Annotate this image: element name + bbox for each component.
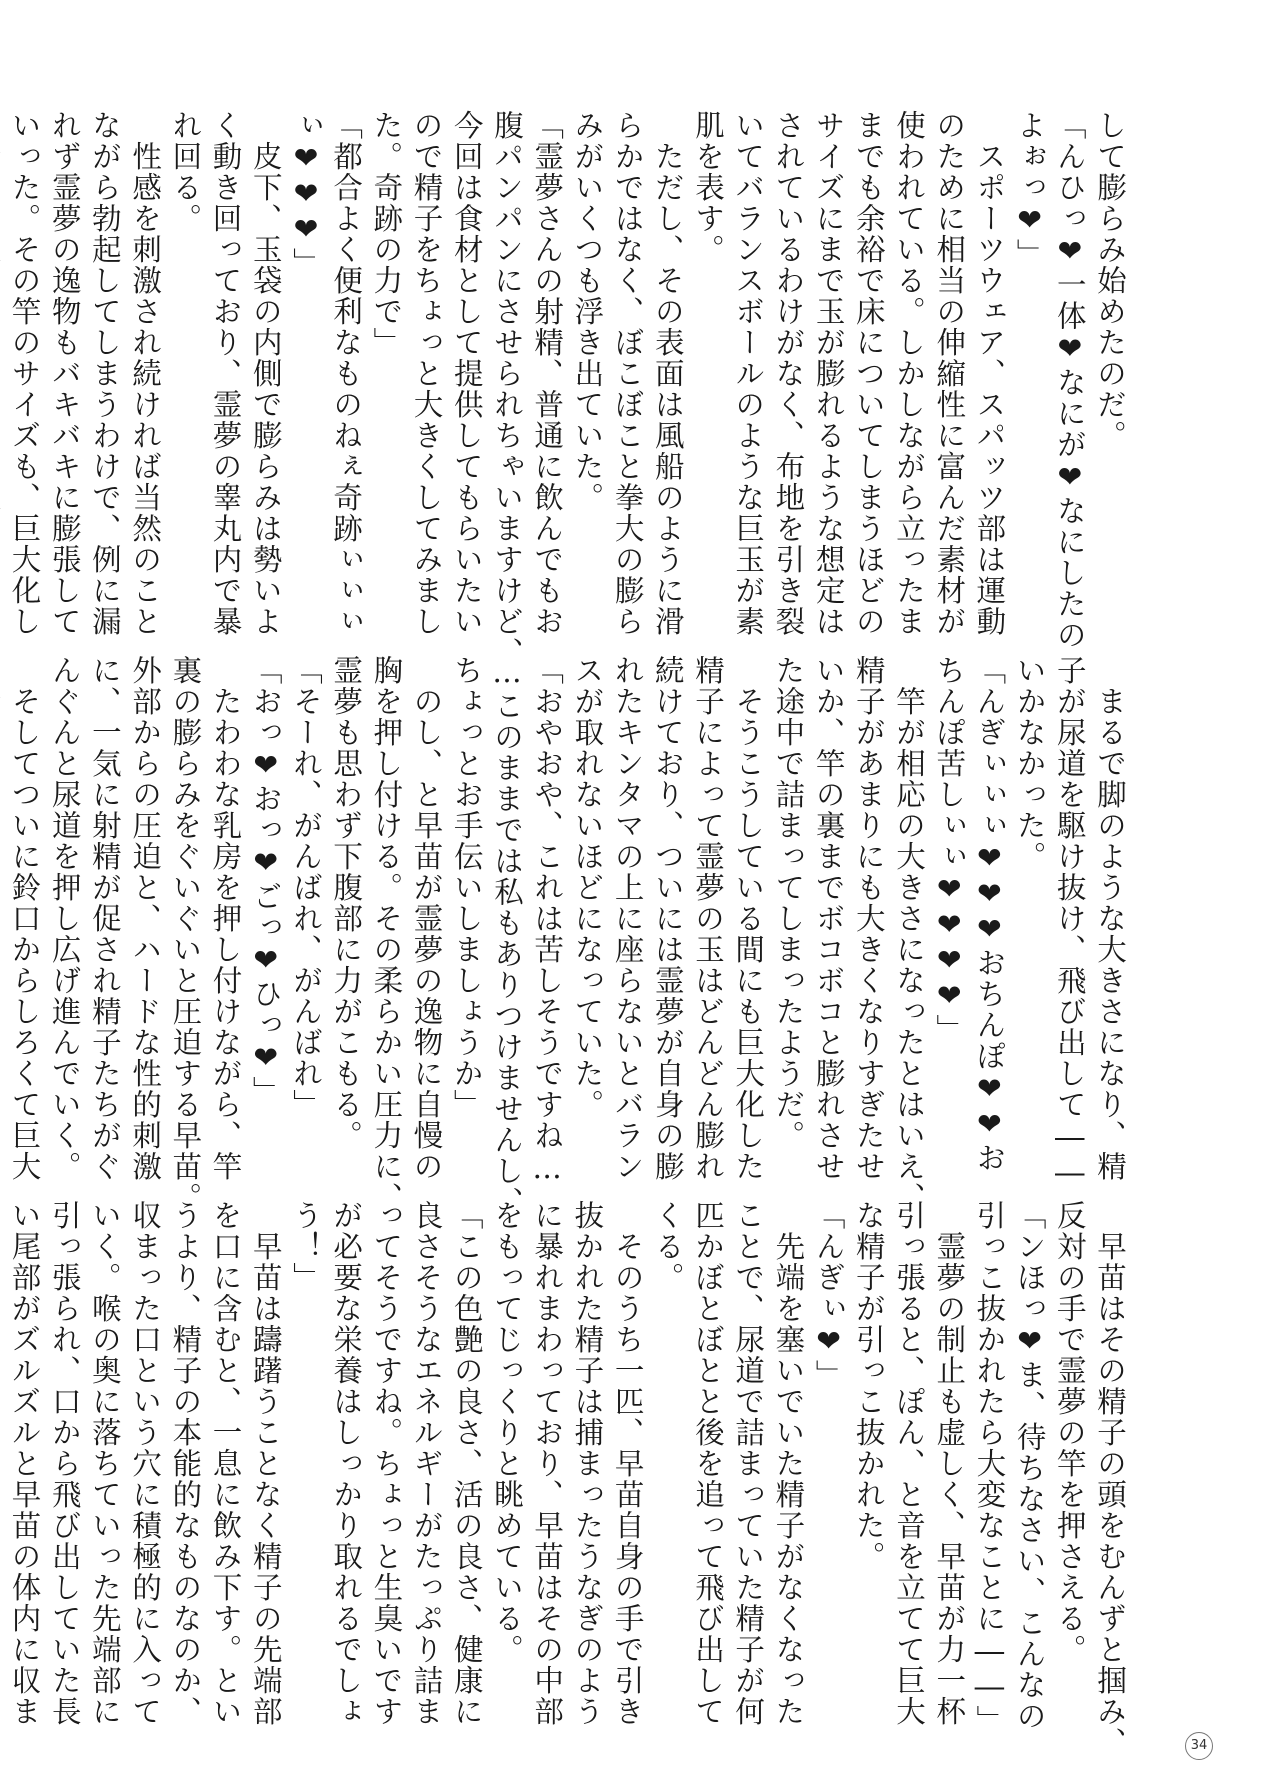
paragraph: 霊夢の制止も虚しく、早苗が力一杯 引っ張ると、ぽん、と音を立てて巨大 な精子が引っこ抜かれた。 <box>851 1200 967 1727</box>
paragraph: たわわな乳房を押し付けながら、竿 裏の膨らみをぐいぐいと圧迫する早苗。 外部からの圧迫と、ハードな性的刺激 に、一気に射精が促され精子たちがぐ んぐんと尿道を押し広げ進んでいく。 <box>47 655 243 1213</box>
page-number: 34 <box>1185 1732 1213 1760</box>
paragraph: 早苗はその精子の頭をむんずと掴み、 反対の手で霊夢の竿を押さえる。 <box>1052 1200 1127 1758</box>
paragraph: 先端を塞いでいた精子がなくなった ことで、尿道で詰まっていた精子が何 匹かぼとぼとと後を追って飛び出して くる。 <box>650 1200 806 1727</box>
paragraph: 早苗は躊躇うことなく精子の先端部 を口に含むと、一息に飲み下す。とい うより、精子の本能的なものなのか、 収まった口という穴に積極的に入って いく。喉の奥に落ちていった先端部に 引っ張られ、口から飛び出していた長 い尾部がズルズルと早苗の体内に収ま <box>7 1200 283 1727</box>
paragraph: して膨らみ始めたのだ。 <box>1093 110 1127 451</box>
text-block-middle <box>7 655 1130 1218</box>
paragraph: そのうち一匹、早苗自身の手で引き 抜かれた精子は捕まったうなぎのよう に暴れまわっており、早苗はその中部 をもってじっくりと眺めている。 <box>489 1200 645 1727</box>
paragraph: 「この色艶の良さ、活の良さ、健康に 良さそうなエネルギーがたっぷり詰ま ってそうですね。ちょっと生臭いです が必要な栄養はしっかり取れるでしょ う！」 <box>288 1200 484 1727</box>
paragraph: 「おっ❤おっ❤ごっ❤ひっ❤」 <box>248 655 283 1107</box>
paragraph: まるで脚のような大きさになり、精 子が尿道を駆け抜け、飛び出して―― いかなかった。 <box>1012 655 1127 1191</box>
paragraph: のし、と早苗が霊夢の逸物に自慢の 胸を押し付ける。その柔らかい圧力に、 霊夢も思わず下腹部に力がこもる。 <box>329 655 444 1213</box>
paragraph: 「んぎぃぃぃ❤❤❤おちんぽ❤❤お ちんぽ苦しぃぃ❤❤❤❤」 <box>932 655 1007 1174</box>
paragraph: スポーツウェア、スパッツ部は運動 のために相当の伸縮性に富んだ素材が 使われている。しかしながら立ったま までも余裕で床についてしまうほどの サイズにまで玉が膨れるような想定は されているわけがなく、布地を引き裂 いてバランスボールのような巨玉が素 肌を表す。 <box>690 110 1007 637</box>
paragraph: 竿が相応の大きさになったとはいえ、 精子があまりにも大きくなりすぎたせ いか、竿の裏までボコボコと膨れさせ た途中で詰まってしまったようだ。 <box>771 655 926 1213</box>
paragraph: 「霊夢さんの射精、普通に飲んでもお 腹パンパンにさせられちゃいますけど、 今回は食材として提供してもらいたい ので精子をちょっと大きくしてみまし た。奇跡の力で」 <box>369 110 565 668</box>
paragraph: そうこうしている間にも巨大化した 精子によって霊夢の玉はどんどん膨れ 続けており、ついには霊夢が自身の膨 れたキンタマの上に座らないとバラン スが取れないほどになっていた。 <box>570 655 766 1182</box>
paragraph: 「んひっ❤一体❤なにが❤なにしたの よぉっ❤」 <box>1012 110 1087 651</box>
text-block-lower <box>7 1200 1130 1758</box>
paragraph: ただし、その表面は風船のように滑 らかではなく、ぼこぼこと拳大の膨ら みがいくつも浮き出ていた。 <box>570 110 685 637</box>
paragraph: 性感を刺激され続ければ当然のこと ながら勃起してしまうわけで、例に漏 れず霊夢の逸物もバキバキに膨張して いった。その竿のサイズも、巨大化し <box>7 110 163 637</box>
text-block-upper <box>7 110 1130 668</box>
paragraph: 「そーれ、がんばれ、がんばれ」 <box>288 655 323 1120</box>
paragraph: 「んぎぃ❤」 <box>811 1200 846 1391</box>
paragraph: 「都合よく便利なものねぇ奇跡ぃぃぃ ぃ❤❤❤」 <box>288 110 364 637</box>
paragraph: 皮下、玉袋の内側で膨らみは勢いよ く動き回っており、霊夢の睾丸内で暴 れ回る。 <box>168 110 283 637</box>
paragraph: そしてついに鈴口からしろくて巨大 <box>7 686 42 1182</box>
paragraph: 「ンほっ❤ま、待ちなさい、こんなの 引っこ抜かれたら大変なことに――」 <box>972 1200 1047 1736</box>
paragraph: 「おやおや、これは苦しそうですね… …このままでは私もありつけませんし、 ちょっとお手伝いしましょうか」 <box>449 655 565 1218</box>
